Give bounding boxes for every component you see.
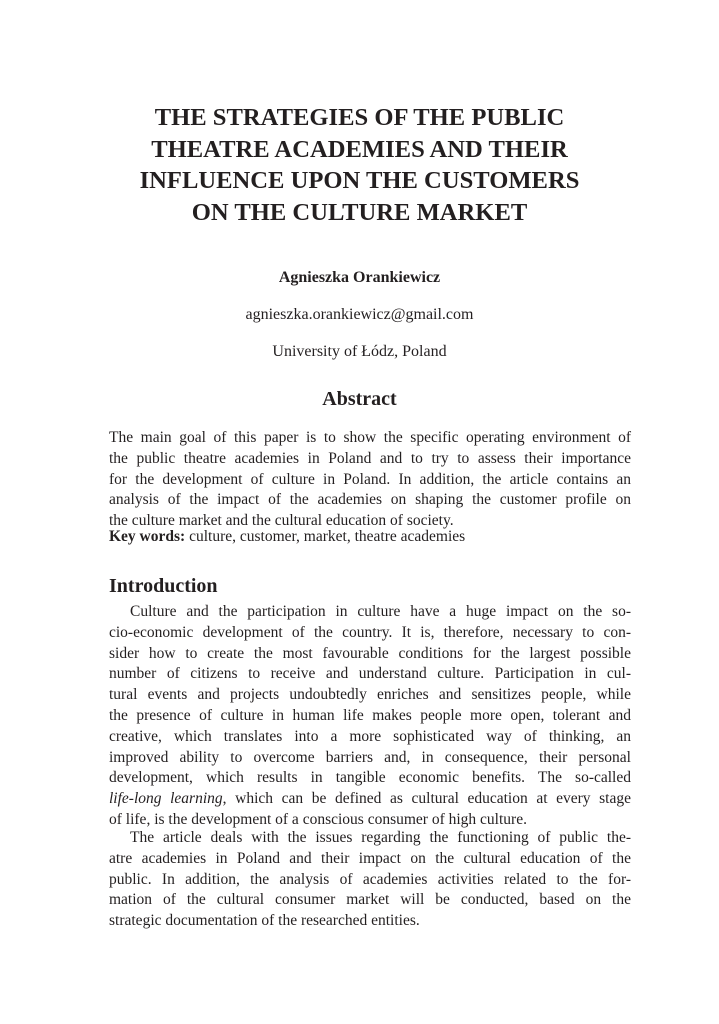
paragraph-line xyxy=(109,789,631,810)
paragraph-line: sider how to create the most favourable conditions for the largest possible xyxy=(109,644,631,662)
line-rest: , which can be defined as cultural education at every stage xyxy=(222,790,631,808)
abstract-line: The main goal of this paper is to show the specific operating environment of xyxy=(109,429,631,446)
paragraph-line: number of citizens to receive and understand culture. Participation in cul- xyxy=(109,665,631,683)
author-email: agnieszka.orankiewicz@gmail.com xyxy=(245,306,474,323)
paper-title xyxy=(60,102,659,228)
keywords-line xyxy=(109,527,631,548)
keywords-label: Key words: xyxy=(109,528,186,545)
paragraph-line: improved ability to overcome barriers and, in consequence, their personal xyxy=(109,748,631,766)
title-line: INFLUENCE UPON THE CUSTOMERS xyxy=(139,167,580,194)
paragraph-line: of life, is the development of a conscious consumer of high culture. xyxy=(109,810,527,828)
title-line: ON THE CULTURE MARKET xyxy=(191,198,528,226)
title-line: THE STRATEGIES OF THE PUBLIC xyxy=(154,104,565,131)
paragraph-line: tural events and projects undoubtedly enriches and sensitizes people, while xyxy=(109,686,631,704)
abstract-heading: Abstract xyxy=(322,388,397,410)
introduction-heading: Introduction xyxy=(109,575,218,597)
italic-term: life-long learning xyxy=(109,790,223,808)
paragraph-line: cio-economic development of the country. It is, therefore, necessary to con- xyxy=(109,623,631,641)
paragraph-line: atre academies in Poland and their impact on the cultural education of the xyxy=(109,849,631,867)
paragraph-line: public. In addition, the analysis of academies activities related to the for- xyxy=(109,870,631,888)
abstract-line: for the development of culture in Poland. In addition, the article contains an xyxy=(109,470,631,488)
keywords-text: culture, customer, market, theatre academies xyxy=(185,528,466,545)
title-line: THEATRE ACADEMIES AND THEIR xyxy=(151,135,568,163)
introduction-paragraph-1 xyxy=(109,602,631,831)
paragraph-line: Culture and the participation in culture have a huge impact on the so- xyxy=(130,603,631,620)
abstract-line: the public theatre academies in Poland and to try to assess their importance xyxy=(109,449,631,467)
keywords xyxy=(109,527,631,548)
paragraph-line: The article deals with the issues regarding the functioning of public the- xyxy=(130,829,631,846)
introduction-paragraph-2 xyxy=(109,828,631,932)
paragraph-line: mation of the cultural consumer market will be conducted, based on the xyxy=(109,891,631,909)
paragraph-line: the presence of culture in human life makes people more open, tolerant and xyxy=(109,706,631,724)
abstract-line: the culture market and the cultural education of society. xyxy=(109,512,454,530)
abstract-line: analysis of the impact of the academies on shaping the customer profile on xyxy=(109,491,631,509)
author-affiliation: University of Łódz, Poland xyxy=(272,343,447,360)
paragraph-line: development, which results in tangible economic benefits. The so-called xyxy=(109,769,631,787)
author-name: Agnieszka Orankiewicz xyxy=(278,269,441,286)
paragraph-line: strategic documentation of the researched entities. xyxy=(109,912,420,930)
paragraph-line: creative, which translates into a more sophisticated way of thinking, an xyxy=(109,727,631,745)
abstract-body xyxy=(109,428,631,532)
